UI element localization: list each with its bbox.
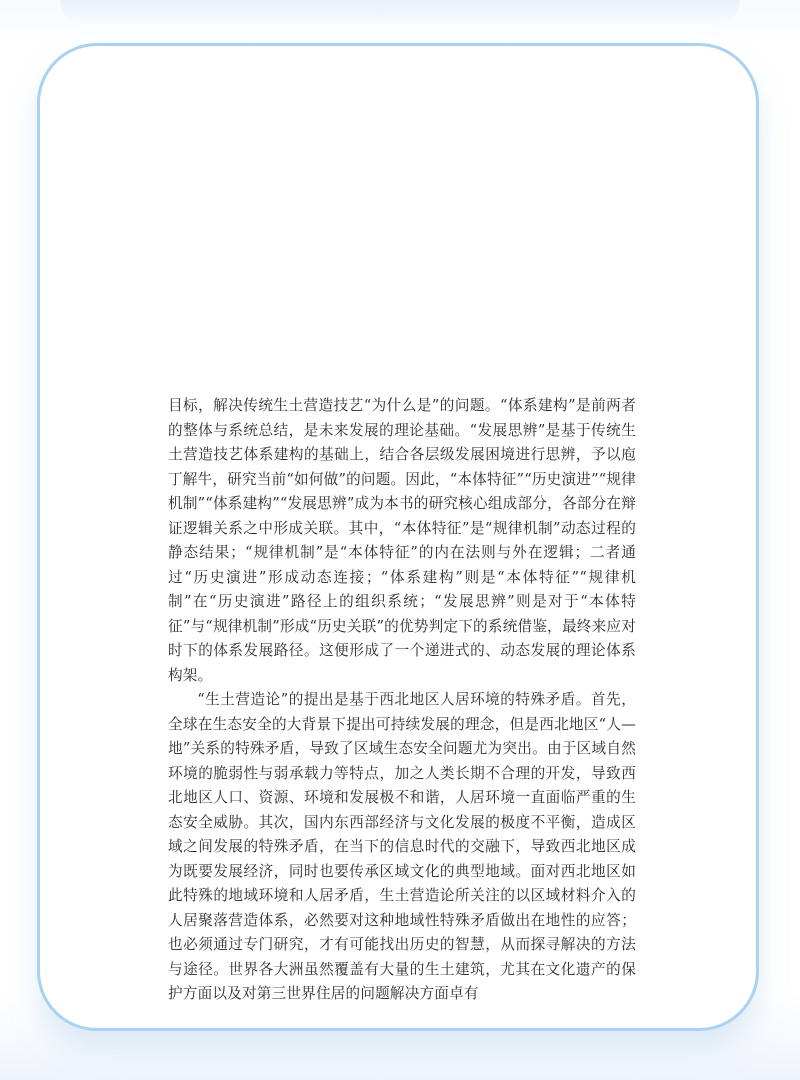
paragraph-2: “生土营造论”的提出是基于西北地区人居环境的特殊矛盾。首先，全球在生态安全的大背景下提出可持续发展的理念，但是西北地区“人—地”关系的特殊矛盾，导致了区域生态安全问题尤为突出。由于区域自然环境的脆弱性与弱承载力等特点，加之人类长期不合理的开发，导致西北地区人口、资源、环境和发展极不和谐，人居环境一直面临严重的生态安全威胁。其次，国内东西部经济与文化发展的极度不平衡，造成区域之间发展的特殊矛盾，在当下的信息时代的交融下，导致西北地区成为既要发展经济，同时也要传承区域文化的典型地域。面对西北地区如此特殊的地域环境和人居矛盾，生土营造论所关注的以区域材料介入的人居聚落营造体系，必然要对这种地域性特殊矛盾做出在地性的应答；也必须通过专门研究，才有可能找出历史的智慧，从而探寻解决的方法与途径。世界各大洲虽然覆盖有大量的生土建筑，尤其在文化遗产的保护方面以及对第三世界住居的问题解决方面卓有 <box>168 691 636 1002</box>
document-body <box>168 394 636 1007</box>
paragraph-1: 目标，解决传统生土营造技艺“为什么是”的问题。“体系建构”是前两者的整体与系统总结，是未来发展的理论基础。“发展思辨”是基于传统生土营造技艺体系建构的基础上，结合各层级发展困境进行思辨，予以庖丁解牛，研究当前“如何做”的问题。因此，“本体特征”“历史演进”“规律机制”“体系建构”“发展思辨”成为本书的研究核心组成部分，各部分在辩证逻辑关系之中形成关联。其中，“本体特征”是“规律机制”动态过程的静态结果；“规律机制”是“本体特征”的内在法则与外在逻辑；二者通过“历史演进”形成动态连接；“体系建构”则是“本体特征”“规律机制”在“历史演进”路径上的组织系统；“发展思辨”则是对于“本体特征”与“规律机制”形成“历史关联”的优势判定下的系统借鉴，最终来应对时下的体系发展路径。这便形成了一个递进式的、动态发展的理论体系构架。 <box>168 397 636 684</box>
page-shadow-decoration <box>60 0 740 26</box>
